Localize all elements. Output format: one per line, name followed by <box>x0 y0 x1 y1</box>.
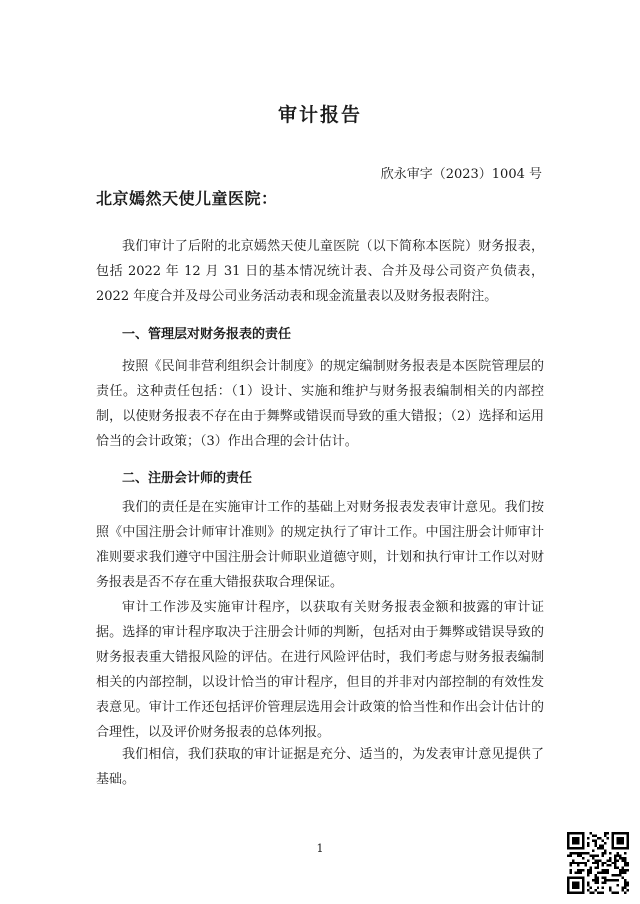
management-responsibility-paragraph: 按照《民间非营利组织会计制度》的规定编制财务报表是本医院管理层的责任。这种责任包括：（1）设计、实施和维护与财务报表编制相关的内部控制，以使财务报表不存在由于舞弊或错误而导致的重大错报；（2）选择和运用恰当的会计政策；（3）作出合理的会计估计。 <box>96 359 544 449</box>
qr-code <box>567 832 629 894</box>
page-number: 1 <box>316 842 324 855</box>
intro-paragraph: 我们审计了后附的北京嫣然天使儿童医院（以下简称本医院）财务报表，包括 2022 年 12 月 31 日的基本情况统计表、合并及母公司资产负债表，2022 年度合并及母公司业务活动表和现金流量表以及财务报表附注。 <box>96 239 544 304</box>
auditor-responsibility-paragraph-1: 我们的责任是在实施审计工作的基础上对财务报表发表审计意见。我们按照《中国注册会计师审计准则》的规定执行了审计工作。中国注册会计师审计准则要求我们遵守中国注册会计师职业道德守则，计划和执行审计工作以对财务报表是否不存在重大错报获取合理保证。 <box>96 500 544 590</box>
document-number: 欣永审字（2023）1004 号 <box>380 167 542 182</box>
auditor-responsibility-paragraph-2: 审计工作涉及实施审计程序，以获取有关财务报表金额和披露的审计证据。选择的审计程序取决于注册会计师的判断，包括对由于舞弊或错误导致的财务报表重大错报风险的评估。在进行风险评估时，我们考虑与财务报表编制相关的内部控制，以设计恰当的审计程序，但目的并非对内部控制的有效性发表意见。审计工作还包括评价管理层选用会计政策的恰当性和作出会计估计的合理性，以及评价财务报表的总体列报。 <box>96 600 544 740</box>
section-heading-management: 一、管理层对财务报表的责任 <box>122 327 292 342</box>
report-title: 审计报告 <box>277 104 362 126</box>
addressee: 北京嫣然天使儿童医院： <box>96 189 278 208</box>
auditor-responsibility-paragraph-3: 我们相信，我们获取的审计证据是充分、适当的，为发表审计意见提供了基础。 <box>96 747 544 787</box>
section-heading-auditor: 二、注册会计师的责任 <box>122 471 253 486</box>
